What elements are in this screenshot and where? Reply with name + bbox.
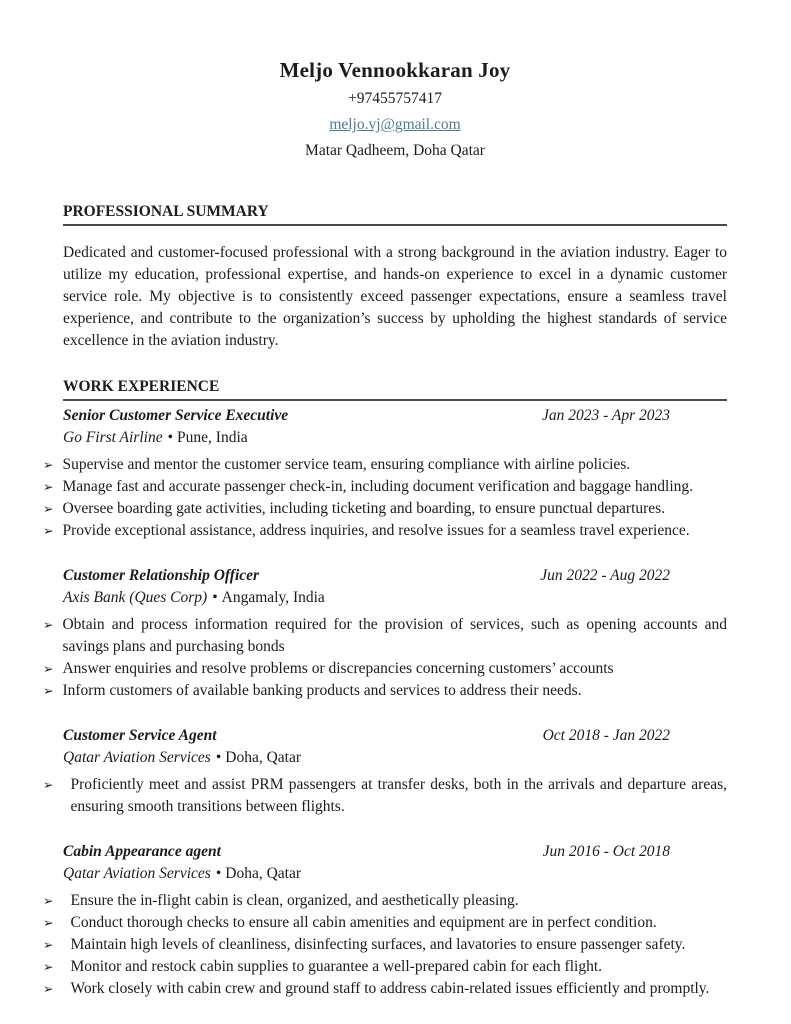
bullet-separator: • bbox=[215, 864, 222, 882]
bullet-text: Proficiently meet and assist PRM passengers at transfer desks, both in the arrivals and departure areas, ensuring smooth transitions between flights. bbox=[70, 775, 727, 815]
arrow-bullet-icon: ➢ bbox=[43, 980, 54, 996]
bullet-text: Supervise and mentor the customer service team, ensuring compliance with airline policies. bbox=[62, 456, 631, 474]
job-dates: Jun 2022 - Aug 2022 bbox=[540, 567, 670, 585]
bullet-text: Inform customers of available banking products and services to address their needs. bbox=[62, 682, 582, 700]
bullet-item bbox=[43, 614, 727, 658]
bullet-item bbox=[43, 498, 727, 520]
arrow-bullet-icon: ➢ bbox=[43, 936, 54, 952]
job-subhead bbox=[63, 864, 727, 885]
email-row bbox=[63, 115, 727, 135]
bullet-item bbox=[43, 680, 727, 702]
bullet-item bbox=[43, 454, 727, 476]
experience-heading: WORK EXPERIENCE bbox=[63, 378, 727, 401]
job-title: Customer Relationship Officer bbox=[63, 567, 260, 585]
job-head bbox=[63, 842, 727, 863]
arrow-bullet-icon: ➢ bbox=[43, 683, 54, 699]
arrow-bullet-icon: ➢ bbox=[43, 479, 54, 495]
bullet-item bbox=[43, 912, 727, 934]
bullet-item bbox=[43, 476, 727, 498]
address: Matar Qadheem, Doha Qatar bbox=[305, 142, 485, 160]
person-name: Meljo Vennookkaran Joy bbox=[279, 58, 511, 82]
bullet-list bbox=[43, 454, 727, 542]
bullet-text: Oversee boarding gate activities, including ticketing and boarding, to ensure punctual departures. bbox=[62, 500, 666, 518]
job-entry-customer-relationship-officer bbox=[43, 566, 727, 702]
bullet-item bbox=[43, 956, 727, 978]
arrow-bullet-icon: ➢ bbox=[43, 617, 54, 633]
job-subhead bbox=[63, 588, 727, 609]
job-dates: Oct 2018 - Jan 2022 bbox=[542, 727, 670, 745]
job-entry-customer-service-agent bbox=[43, 726, 727, 818]
bullet-text: Monitor and restock cabin supplies to guarantee a well-prepared cabin for each flight. bbox=[70, 957, 603, 975]
arrow-bullet-icon: ➢ bbox=[43, 457, 54, 473]
job-subhead bbox=[63, 428, 727, 449]
bullet-list bbox=[43, 774, 727, 818]
company-name: Qatar Aviation Services bbox=[63, 864, 211, 882]
job-dates: Jun 2016 - Oct 2018 bbox=[542, 842, 670, 860]
bullet-item bbox=[43, 890, 727, 912]
job-location: Doha, Qatar bbox=[225, 749, 301, 767]
job-subhead bbox=[63, 748, 727, 769]
bullet-item bbox=[43, 934, 727, 956]
arrow-bullet-icon: ➢ bbox=[43, 914, 54, 930]
bullet-text: Conduct thorough checks to ensure all cabin amenities and equipment are in perfect condition. bbox=[70, 913, 657, 931]
phone-number: +97455757417 bbox=[348, 90, 442, 107]
bullet-separator: • bbox=[215, 749, 222, 767]
bullet-list bbox=[43, 614, 727, 702]
experience-section bbox=[43, 378, 727, 999]
bullet-text: Ensure the in-flight cabin is clean, organized, and aesthetically pleasing. bbox=[70, 891, 519, 909]
arrow-bullet-icon: ➢ bbox=[43, 958, 54, 974]
summary-section bbox=[63, 203, 727, 352]
arrow-bullet-icon: ➢ bbox=[43, 776, 54, 792]
summary-heading: PROFESSIONAL SUMMARY bbox=[63, 203, 727, 226]
company-name: Axis Bank (Ques Corp) bbox=[63, 589, 208, 607]
company-name: Go First Airline bbox=[63, 429, 163, 447]
bullet-text: Provide exceptional assistance, address inquiries, and resolve issues for a seamless travel experience. bbox=[62, 522, 690, 540]
bullet-item bbox=[43, 658, 727, 680]
job-location: Angamaly, India bbox=[221, 589, 325, 607]
job-entry-senior-customer-service-executive bbox=[43, 406, 727, 542]
job-title: Senior Customer Service Executive bbox=[63, 407, 289, 425]
bullet-text: Maintain high levels of cleanliness, disinfecting surfaces, and lavatories to ensure passenger safety. bbox=[70, 935, 686, 953]
job-location: Doha, Qatar bbox=[225, 864, 301, 882]
bullet-item bbox=[43, 520, 727, 542]
job-dates: Jan 2023 - Apr 2023 bbox=[541, 407, 670, 425]
job-head bbox=[63, 726, 727, 747]
bullet-text: Answer enquiries and resolve problems or discrepancies concerning customers’ accounts bbox=[62, 660, 614, 678]
bullet-text: Obtain and process information required for the provision of services, such as opening accounts and savings plans and purchasing bonds bbox=[62, 616, 727, 656]
arrow-bullet-icon: ➢ bbox=[43, 501, 54, 517]
job-head bbox=[63, 566, 727, 587]
arrow-bullet-icon: ➢ bbox=[43, 661, 54, 677]
job-location: Pune, India bbox=[177, 429, 248, 447]
job-entry-cabin-appearance-agent bbox=[43, 842, 727, 1000]
job-title: Customer Service Agent bbox=[63, 727, 217, 745]
bullet-text: Work closely with cabin crew and ground staff to address cabin-related issues efficiently and promptly. bbox=[70, 979, 710, 997]
job-head bbox=[63, 406, 727, 427]
arrow-bullet-icon: ➢ bbox=[43, 892, 54, 908]
bullet-list bbox=[43, 890, 727, 1000]
contact-header bbox=[63, 58, 727, 161]
email-link[interactable]: meljo.vj@gmail.com bbox=[329, 116, 461, 134]
summary-text: Dedicated and customer-focused professional with a strong background in the aviation industry. Eager to utilize my education, professional expertise, and hands-on experience to excel in a dynamic customer service role. My objective is to consistently exceed passenger expectations, ensure a seamless travel experience, and contribute to the organization’s success by upholding the highest standards of service excellence in the aviation industry. bbox=[63, 244, 727, 350]
company-name: Qatar Aviation Services bbox=[63, 749, 211, 767]
bullet-item bbox=[43, 774, 727, 818]
job-title: Cabin Appearance agent bbox=[63, 842, 221, 860]
bullet-separator: • bbox=[212, 589, 218, 607]
bullet-item bbox=[43, 978, 727, 1000]
bullet-text: Manage fast and accurate passenger check-in, including document verification and baggage handling. bbox=[62, 478, 693, 496]
arrow-bullet-icon: ➢ bbox=[43, 523, 54, 539]
bullet-separator: • bbox=[167, 429, 174, 447]
